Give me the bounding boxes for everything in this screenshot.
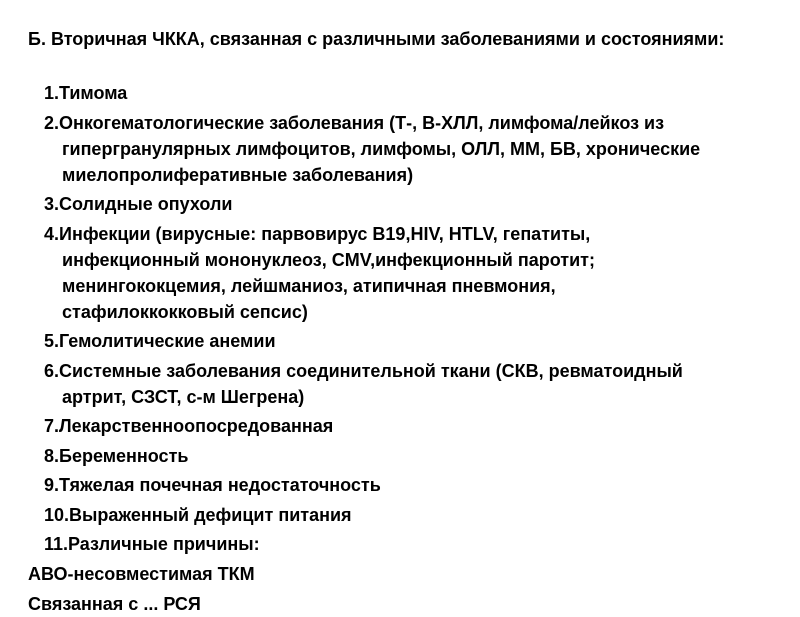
list-item-text: 6.Системные заболевания соединительной ткани (СКВ, ревматоидный bbox=[44, 360, 683, 381]
list-item bbox=[44, 502, 784, 528]
list-item-text: 5.Гемолитические анемии bbox=[44, 331, 276, 351]
list-item bbox=[44, 328, 784, 354]
slide-heading: Б. Вторичная ЧККА, связанная с различными заболеваниями и состояниями: bbox=[28, 29, 725, 49]
list-item bbox=[44, 358, 784, 410]
list-item bbox=[44, 472, 784, 498]
list-item bbox=[44, 80, 784, 106]
list-item bbox=[44, 221, 784, 325]
list-item-continuation: стафилоккокковый сепсис) bbox=[62, 301, 308, 322]
list-item-text: 4.Инфекции (вирусные: парвовирус В19,HIV, HTLV, гепатиты, bbox=[44, 223, 591, 244]
list-item bbox=[44, 191, 784, 217]
list-item-continuation: артрит, СЗСТ, с-м Шегрена) bbox=[62, 386, 305, 407]
list-item bbox=[44, 413, 784, 439]
list-item-text: 10.Выраженный дефицит питания bbox=[44, 504, 352, 525]
list-item-text: 9.Тяжелая почечная недостаточность bbox=[44, 475, 381, 495]
list-item-continuation: менингококцемия, лейшманиоз, атипичная пневмония, bbox=[62, 275, 556, 296]
list-item-text: 7.Лекарственноопосредованная bbox=[44, 416, 334, 436]
list-item-text: 1.Тимома bbox=[44, 83, 128, 103]
list-item-text: 11.Различные причины: bbox=[44, 534, 260, 554]
list-item bbox=[44, 443, 784, 469]
list-item-continuation: миелопролиферативные заболевания) bbox=[62, 164, 414, 185]
list-item-text: 3.Солидные опухоли bbox=[44, 194, 233, 214]
list-footer-text-cut: Связанная с ... РСЯ bbox=[28, 594, 201, 614]
list-item-continuation: инфекционный мононуклеоз, CMV,инфекционный паротит; bbox=[62, 249, 595, 270]
list-item-text: 2.Онкогематологические заболевания (Т-, В-ХЛЛ, лимфома/лейкоз из bbox=[44, 112, 665, 133]
list-item bbox=[44, 110, 784, 188]
list-item-text: 8.Беременность bbox=[44, 445, 189, 466]
list-item-continuation: гипергранулярных лимфоцитов, лимфомы, ОЛЛ, ММ, БВ, хронические bbox=[62, 138, 701, 159]
list-item bbox=[44, 531, 784, 557]
numbered-list bbox=[44, 80, 784, 561]
list-footer-text: АВО-несовместимая ТКМ bbox=[28, 564, 255, 584]
